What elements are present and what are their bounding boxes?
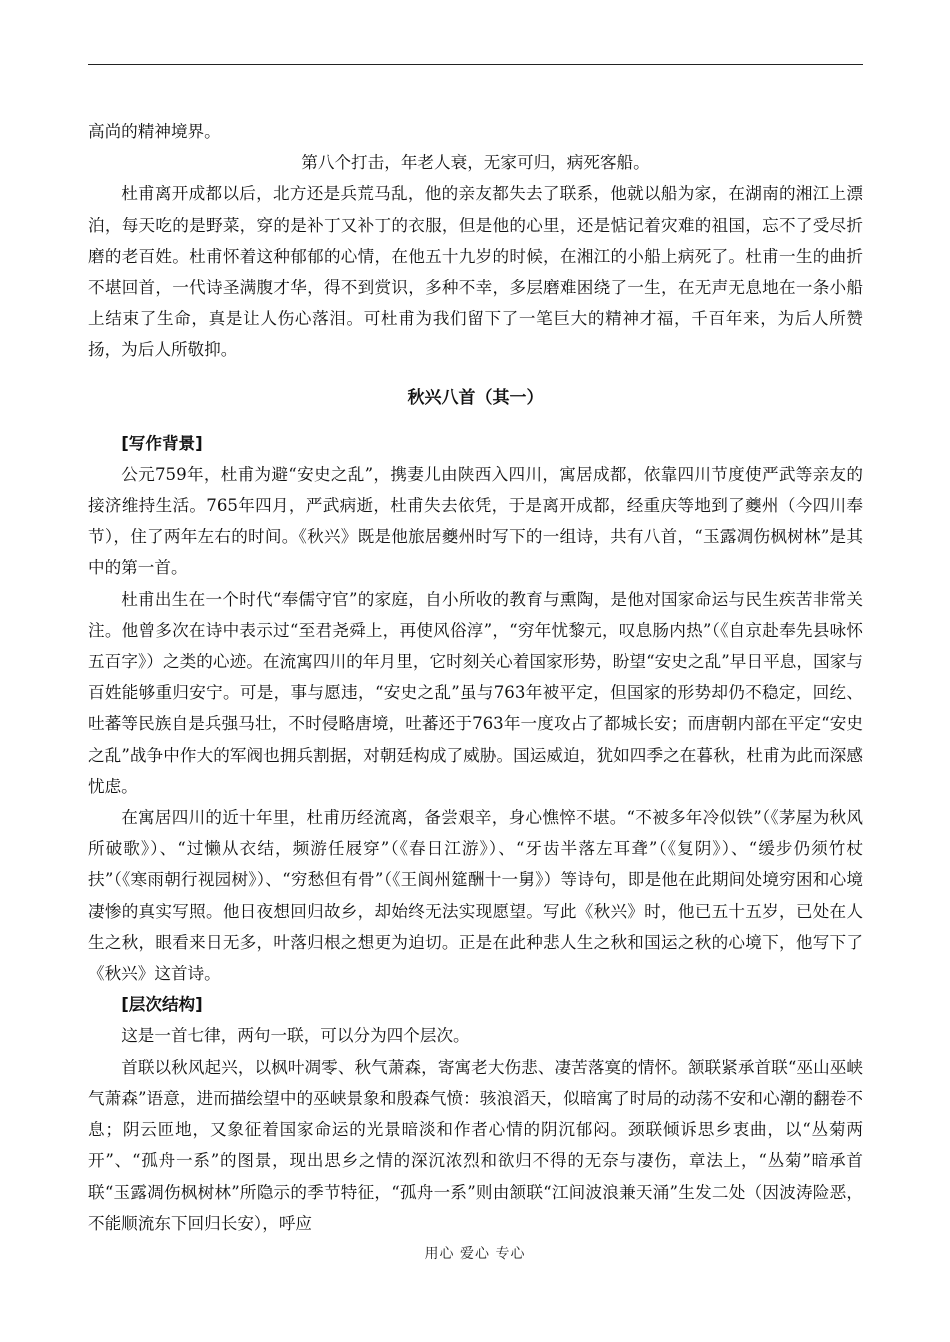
document-body [88,116,863,1239]
structure-paragraph-2: 首联以秋风起兴，以枫叶凋零、秋气萧森，寄寓老大伤悲、凄苦落寞的情怀。颔联紧承首联“巫山巫峡气萧森”语意，进而描绘望中的巫峡景象和殷森气愤：骇浪滔天，似暗寓了时局的动荡不安和心潮的翻卷不息；阴云匝地，又象征着国家命运的光景暗淡和作者心情的阴沉郁闷。颈联倾诉思乡衷曲，以“丛菊两开”、“孤舟一系”的图景，现出思乡之情的深沉浓烈和欲归不得的无奈与凄伤，章法上，“丛菊”暗承首联“玉露凋伤枫树林”所隐示的季节特征，“孤舟一系”则由颔联“江间波浪兼天涌”生发二处（因波涛险恶，不能顺流东下回归长安），呼应 [88,1057,863,1233]
intro-paragraph: 杜甫离开成都以后，北方还是兵荒马乱，他的亲友都失去了联系，他就以船为家，在湖南的湘江上漂泊，每天吃的是野菜，穿的是补丁又补丁的衣服，但是他的心里，还是惦记着灾难的祖国，忘不了受尽折磨的老百姓。杜甫怀着这种郁郁的心情，在他五十九岁的时候，在湘江的小船上病死了。杜甫一生的曲折不堪回首，一代诗圣满腹才华，得不到赏识，多种不幸，多层磨难困绕了一生，在无声无息地在一条小船上结束了生命，真是让人伤心落泪。可杜甫为我们留下了一笔巨大的精神才福，千百年来，为后人所赞扬，为后人所敬抑。 [88,184,863,360]
header-rule [88,64,863,65]
intro-line: 高尚的精神境界。 [88,122,221,141]
background-paragraph-3: 在寓居四川的近十年里，杜甫历经流离，备尝艰辛，身心憔悴不堪。“不被多年冷似铁”（《茅屋为秋风所破歌》）、“过懒从衣结，频游任屐穿”（《春日江游》）、“牙齿半落左耳聋”（《复阴》）、“缓步仍须竹杖扶”（《寒雨朝行视园树》）、“穷愁但有骨”（《王阆州筵酬十一舅》）等诗句，即是他在此期间处境穷困和心境凄惨的真实写照。他日夜想回归故乡，却始终无法实现愿望。写此《秋兴》时，他已五十五岁，已处在人生之秋，眼看来日无多，叶落归根之想更为迫切。正是在此种悲人生之秋和国运之秋的心境下，他写下了《秋兴》这首诗。 [88,808,863,984]
background-paragraph-1: 公元759年，杜甫为避“安史之乱”，携妻儿由陕西入四川，寓居成都，依靠四川节度使严武等亲友的接济维持生活。765年四月，严武病逝，杜甫失去依凭，于是离开成都，经重庆等地到了夔州（今四川奉节），住了两年左右的时间。《秋兴》既是他旅居夔州时写下的一组诗，共有八首，“玉露凋伤枫树林”是其中的第一首。 [88,464,863,578]
structure-heading: [层次结构] [121,995,203,1015]
background-heading: [写作背景] [121,433,203,453]
page-footer: 用心 爱心 专心 [424,1246,526,1262]
structure-paragraph-1: 这是一首七律，两句一联，可以分为四个层次。 [121,1026,470,1046]
eighth-blow-line: 第八个打击，年老人衰，无家可归，病死客船。 [301,153,650,173]
background-paragraph-2: 杜甫出生在一个时代“奉儒守官”的家庭，自小所收的教育与熏陶，是他对国家命运与民生疾苦非常关注。他曾多次在诗中表示过“至君尧舜上，再使风俗淳”，“穷年忧黎元，叹息肠内热”（《自京赴奉先县咏怀五百字》）之类的心迹。在流寓四川的年月里，它时刻关心着国家形势，盼望“安史之乱”早日平息，国家与百姓能够重归安宁。可是，事与愿违，“安史之乱”虽与763年被平定，但国家的形势却仍不稳定，回纥、吐蕃等民族自是兵强马壮，不时侵略唐境，吐蕃还于763年一度攻占了都城长安；而唐朝内部在平定“安史之乱”战争中作大的军阀也拥兵割据，对朝廷构成了威胁。国运威迫，犹如四季之在暮秋，杜甫为此而深感忧虑。 [88,589,863,796]
poem-title: 秋兴八首（其一） [407,387,544,408]
